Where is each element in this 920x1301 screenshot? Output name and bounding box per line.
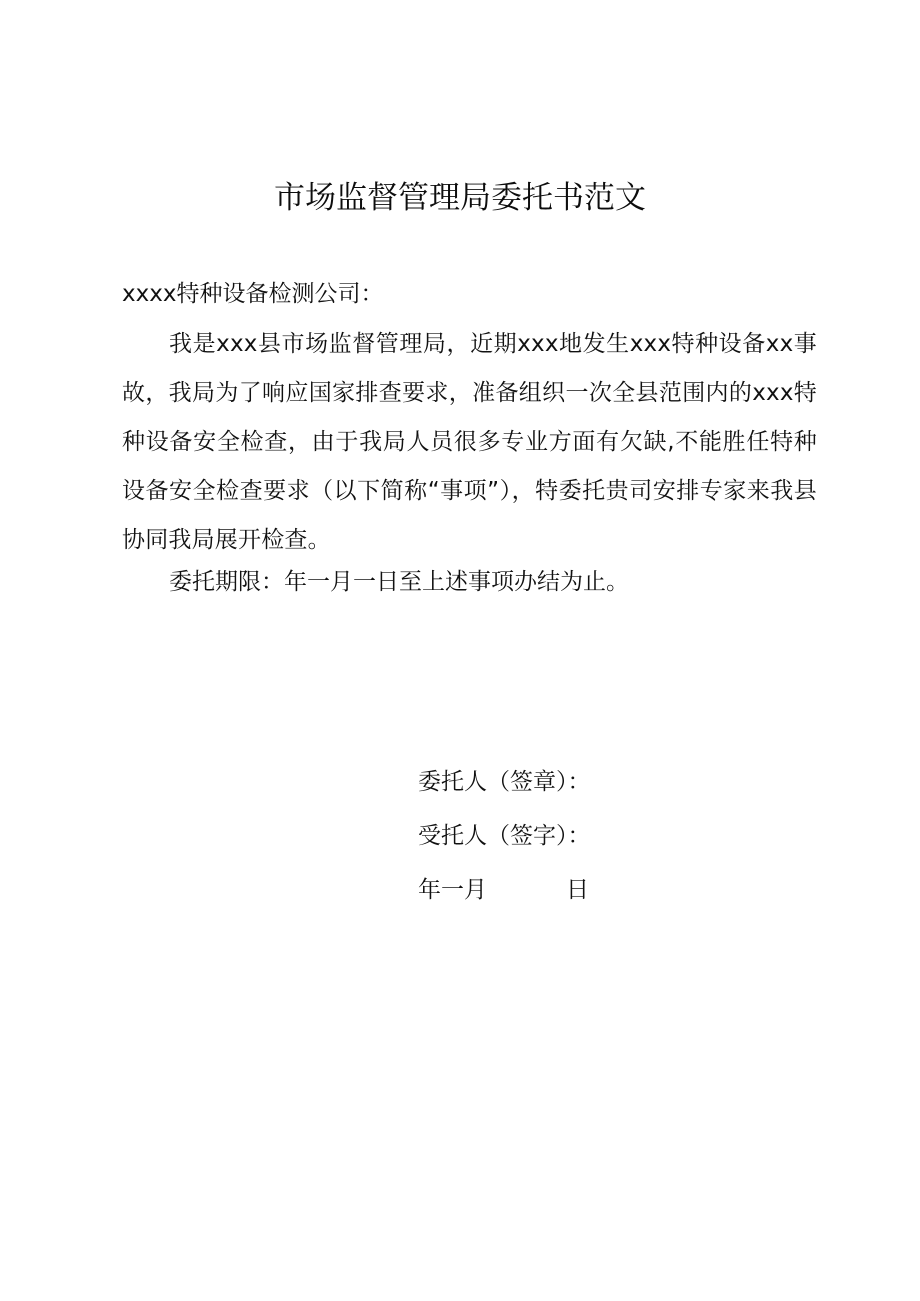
date-year-month: 年一月 [418,877,487,903]
date-line [418,872,798,908]
document-title: 市场监督管理局委托书范文 [274,180,646,216]
body-paragraph: 我是xxx县市场监督管理局，近期xxx地发生xxx特种设备xx事故，我局为了响应国家排查要求，准备组织一次全县范围内的xxx特种设备安全检查，由于我局人员很多专业方面有欠缺,不能胜任特种设备安全检查要求（以下简称“事项”），特委托贵司安排专家来我县协同我局展开检查。 [122,331,817,553]
principal-signature-line: 委托人（签章）： [418,769,591,795]
date-day: 日 [566,877,589,903]
agent-signature-line: 受托人（签字）： [418,823,591,849]
entrustment-term: 委托期限：年一月一日至上述事项办结为止。 [169,569,629,595]
signature-block [418,764,798,908]
salutation: xxxx特种设备检测公司： [122,281,384,307]
